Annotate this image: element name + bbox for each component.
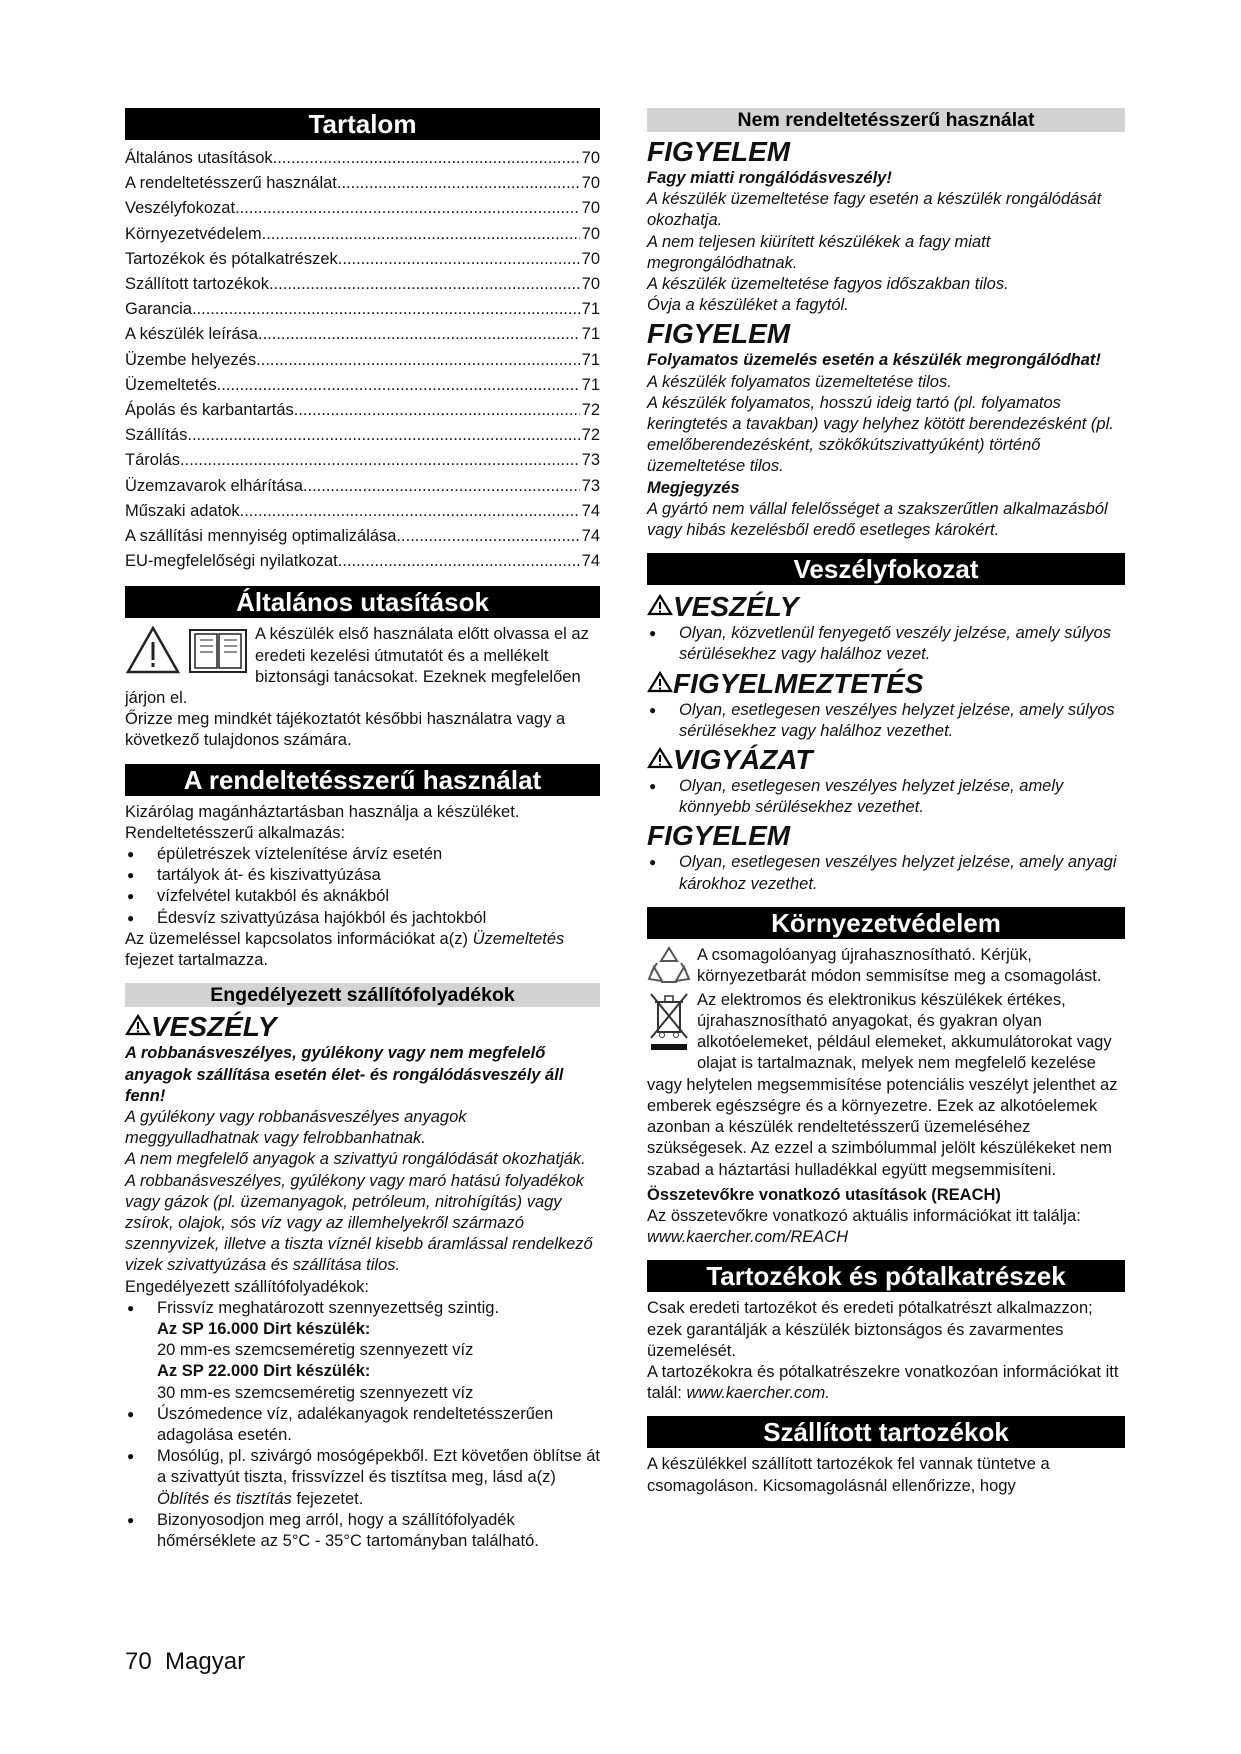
toc-leader xyxy=(273,146,580,171)
intended-heading: A rendeltetésszerű használat xyxy=(125,764,600,796)
improper-note-text: A gyártó nem vállal felelősséget a szakszerűtlen alkalmazásból vagy hibás kezelésből eredő esetleges károkért. xyxy=(647,499,1108,540)
fluids-italic-2: A nem megfelelő anyagok a szivattyú rongálódását okozhatják. xyxy=(125,1150,586,1169)
toc-entry-title: Üzembe helyezés xyxy=(125,350,257,369)
toc-entry-title: Ápolás és karbantartás xyxy=(125,401,294,420)
toc-entry-title: Üzemeltetés xyxy=(125,375,217,394)
page-number: 70 xyxy=(125,1648,152,1675)
left-column xyxy=(125,108,600,1552)
toc-leader xyxy=(240,499,580,524)
toc-leader xyxy=(338,549,580,574)
warning-triangle-icon xyxy=(647,594,673,616)
intended-bullet-3: ● vízfelvétel kutakból és aknákból xyxy=(125,886,600,907)
improper-w1-line2: A nem teljesen kiürített készülékek a fagy miatt megrongálódhatnak. xyxy=(647,232,991,272)
toc-entry[interactable] xyxy=(125,348,600,373)
toc-heading: Tartalom xyxy=(125,108,600,140)
toc-entry[interactable] xyxy=(125,423,600,448)
toc-entry-title: A szállítási mennyiség optimalizálása xyxy=(125,527,397,546)
toc-entry-page: 70 xyxy=(581,149,600,167)
toc-entry-page: 74 xyxy=(581,552,600,571)
intended-text-2: Rendeltetésszerű alkalmazás: xyxy=(125,823,346,842)
toc-entry[interactable] xyxy=(125,499,600,524)
fluids-bold-warning: A robbanásveszélyes, gyúlékony vagy nem megfelelő anyagok szállítása esetén élet- és rongálódásveszély áll fenn! xyxy=(125,1044,564,1105)
toc-entry[interactable] xyxy=(125,297,600,322)
hazard-list-2 xyxy=(647,700,1125,742)
kaercher-link[interactable]: www.kaercher.com. xyxy=(686,1384,830,1403)
hazard-list-4 xyxy=(647,852,1125,894)
toc-entry[interactable] xyxy=(125,272,600,297)
improper-notice-2-label: FIGYELEM xyxy=(647,318,791,350)
toc-entry[interactable] xyxy=(125,448,600,473)
toc-leader xyxy=(338,247,580,272)
toc-entry-page: 70 xyxy=(581,199,600,218)
fluids-heading: Engedélyezett szállítófolyadékok xyxy=(125,983,600,1007)
toc-leader xyxy=(217,373,580,398)
toc-leader xyxy=(192,297,580,322)
toc-entry[interactable] xyxy=(125,222,600,247)
improper-w2-line1: A készülék folyamatos üzemeltetése tilos. xyxy=(647,372,952,391)
hazard-list-3 xyxy=(647,776,1125,818)
fluids-italic-3: A robbanásveszélyes, gyúlékony vagy maró hatású folyadékok vagy gázok (pl. üzemanyagok, petróleum, nitrohígítás) vagy zsírok, olajok, sós víz vagy az illemhelyekről származó szennyvizek, illetve a tiszta víznél kisebb áramlással rendelkező vizek szivattyúzása és szállítása tilos. xyxy=(125,1171,593,1275)
toc-entry-page: 71 xyxy=(581,325,600,344)
intended-text-3: Az üzemeléssel kapcsolatos információkat a(z) Üzemeltetés fejezet tartalmazza. xyxy=(125,929,565,970)
toc-entry[interactable] xyxy=(125,524,600,549)
env-reach-text: Az összetevőkre vonatkozó aktuális információkat itt találja: www.kaercher.com/REACH xyxy=(647,1206,1081,1247)
hazard-text-2: ● Olyan, esetlegesen veszélyes helyzet jelzése, amely súlyos sérülésekhez vagy halálhoz vezethet. xyxy=(647,700,1125,742)
parts-heading: Tartozékok és pótalkatrészek xyxy=(647,1260,1125,1292)
env-weee-block xyxy=(647,990,1125,1181)
toc-entry[interactable] xyxy=(125,171,600,196)
intended-bullet-2: ● tartályok át- és kiszivattyúzása xyxy=(125,865,600,886)
toc-entry-title: Üzemzavarok elhárítása xyxy=(125,476,303,495)
warning-triangle-icon xyxy=(125,1014,151,1036)
toc-entry-page: 70 xyxy=(581,249,600,268)
toc-entry-page: 70 xyxy=(581,224,600,243)
fluids-bullet-4: ● Bizonyosodjon meg arról, hogy a szállítófolyadék hőmérséklete az 5°C - 35°C tartományban található. xyxy=(125,1510,600,1552)
env-text-1: A csomagolóanyag újrahasznosítható. Kérjük, környezetbarát módon semmisítse meg a csomagolást. xyxy=(697,945,1102,986)
reach-link[interactable]: www.kaercher.com/REACH xyxy=(647,1228,849,1247)
toc-entry-title: Környezetvédelem xyxy=(125,224,262,243)
toc-leader xyxy=(262,222,580,247)
toc-entry-title: Szállítás xyxy=(125,426,188,445)
toc-entry[interactable] xyxy=(125,549,600,574)
improper-w1-line3: A készülék üzemeltetése fagyos időszakban tilos. xyxy=(647,275,1009,294)
toc-leader xyxy=(256,348,579,373)
toc-entry[interactable] xyxy=(125,322,600,347)
toc-entry[interactable] xyxy=(125,373,600,398)
hazard-text-1: ● Olyan, közvetlenül fenyegető veszély jelzése, amely súlyos sérülésekhez vagy halálhoz vezet. xyxy=(647,623,1125,665)
fluids-bullet-1: ● Frissvíz meghatározott szennyezettség szintig. Az SP 16.000 Dirt készülék: 20 mm-es szemcseméretig szennyezett víz Az SP 22.000 Dirt készülék: 30 mm-es szemcseméretig szennyezett víz xyxy=(125,1298,600,1404)
toc-leader xyxy=(180,448,580,473)
toc-entry-title: Műszaki adatok xyxy=(125,501,240,520)
toc-leader xyxy=(187,423,579,448)
general-section xyxy=(125,624,600,751)
intended-bullet-4: ● Édesvíz szivattyúzása hajókból és jachtokból xyxy=(125,908,600,929)
toc-leader xyxy=(258,322,580,347)
fluids-list-intro: Engedélyezett szállítófolyadékok: xyxy=(125,1277,369,1296)
toc-entry-page: 71 xyxy=(581,300,600,319)
env-recycle-block xyxy=(647,945,1125,987)
toc-entry-title: Szállított tartozékok xyxy=(125,275,269,294)
fluids-bullet-2: ● Úszómedence víz, adalékanyagok rendeltetésszerűen adagolása esetén. xyxy=(125,1404,600,1446)
hazard-list-1 xyxy=(647,623,1125,665)
intended-text-1: Kizárólag magánháztartásban használja a készüléket. xyxy=(125,802,520,821)
toc-entry[interactable] xyxy=(125,474,600,499)
toc-entry-page: 74 xyxy=(581,527,600,546)
general-text-2: Őrizze meg mindkét tájékoztatót későbbi használatra vagy a következő tulajdonos számára. xyxy=(125,710,566,750)
toc-entry[interactable] xyxy=(125,196,600,221)
improper-notice-1-label: FIGYELEM xyxy=(647,136,791,167)
fluids-bullet-3: ● Mosólúg, pl. szivárgó mosógépekből. Ezt követően öblítse át a szivattyút tiszta, frissvízzel és tisztítsa meg, lásd a(z) Öblítés és tisztítás fejezetet. xyxy=(125,1446,600,1510)
toc-entry[interactable] xyxy=(125,398,600,423)
general-text-1: A készülék első használata előtt olvassa el az eredeti kezelési útmutatót és a mellékelt biztonsági tanácsokat. Ezeknek megfelelően járjon el. xyxy=(125,625,589,708)
hazard-caution-label: VIGYÁZAT xyxy=(647,744,1125,776)
warning-triangle-icon xyxy=(125,624,181,681)
toc-entry-title: A készülék leírása xyxy=(125,325,258,344)
parts-text-2: A tartozékokra és pótalkatrészekre vonatkozóan információkat itt talál: www.kaercher.com. xyxy=(647,1362,1119,1403)
toc-leader xyxy=(396,524,579,549)
delivered-heading: Szállított tartozékok xyxy=(647,1416,1125,1448)
page-language: Magyar xyxy=(165,1648,246,1675)
toc-leader xyxy=(337,171,580,196)
intended-bullet-1: ● épületrészek víztelenítése árvíz esetén xyxy=(125,844,600,865)
toc-entry[interactable] xyxy=(125,146,600,171)
toc-entry-page: 72 xyxy=(581,426,600,445)
intended-list xyxy=(125,844,600,929)
right-column xyxy=(647,108,1125,1497)
hazard-warning-label: FIGYELMEZTETÉS xyxy=(647,668,1125,700)
env-heading: Környezetvédelem xyxy=(647,907,1125,939)
hazard-danger-label: VESZÉLY xyxy=(647,591,1125,623)
manual-book-icon xyxy=(187,624,249,681)
hazard-text-3: ● Olyan, esetlegesen veszélyes helyzet jelzése, amely könnyebb sérülésekhez vezethet. xyxy=(647,776,1125,818)
toc-leader xyxy=(303,474,580,499)
env-reach-heading: Összetevőkre vonatkozó utasítások (REACH) xyxy=(647,1185,1001,1204)
env-text-2: Az elektromos és elektronikus készülékek értékes, újrahasznosítható anyagokat, és gyakran olyan alkotóelemeket, például elemeket, akkumulátorokat vagy olajat is tartalmaznak, melyek nem megfelelő kezelése vagy helytelen megsemmisítése potenciális veszélyt jelenthet az emberek egészségre és a környezetre. Ezek az alkotóelemek azonban a készülék rendeltetésszerű üzemeléséhez szükségesek. Az ezzel a szimbólummal jelölt készülékeket nem szabad a háztartási hulladékkal együtt megsemmisíteni. xyxy=(647,990,1118,1179)
toc-entry-page: 71 xyxy=(581,375,600,394)
page-footer xyxy=(125,1648,245,1676)
toc-entry-page: 74 xyxy=(581,501,600,520)
toc-leader xyxy=(269,272,580,297)
toc-entry-page: 73 xyxy=(581,451,600,470)
improper-w2-bold: Folyamatos üzemelés esetén a készülék megrongálódhat! xyxy=(647,351,1101,370)
toc-leader xyxy=(235,196,580,221)
improper-w1-line1: A készülék üzemeltetése fagy esetén a készülék rongálódását okozhatja. xyxy=(647,190,1102,230)
toc-entry[interactable] xyxy=(125,247,600,272)
improper-w1-bold: Fagy miatti rongálódásveszély! xyxy=(647,169,892,187)
fluids-italic-1: A gyúlékony vagy robbanásveszélyes anyagok meggyulladhatnak vagy felrobbanhatnak. xyxy=(125,1107,467,1148)
improper-heading: Nem rendeltetésszerű használat xyxy=(647,108,1125,132)
hazard-text-4: ● Olyan, esetlegesen veszélyes helyzet jelzése, amely anyagi károkhoz vezethet. xyxy=(647,852,1125,894)
fluids-danger-label: VESZÉLY xyxy=(125,1011,600,1043)
toc-leader xyxy=(294,398,580,423)
toc-entry-title: EU-megfelelőségi nyilatkozat xyxy=(125,552,338,571)
warning-triangle-icon xyxy=(647,671,673,693)
toc-entry-title: Tartozékok és pótalkatrészek xyxy=(125,249,338,268)
delivered-text: A készülékkel szállított tartozékok fel vannak tüntetve a csomagoláson. Kicsomagolásnál ellenőrizze, hogy xyxy=(647,1455,1050,1495)
hazard-heading: Veszélyfokozat xyxy=(647,553,1125,585)
toc-entry-title: Általános utasítások xyxy=(125,149,273,167)
warning-triangle-icon xyxy=(647,747,673,769)
toc-entry-title: Tárolás xyxy=(125,451,181,470)
parts-text-1: Csak eredeti tartozékot és eredeti pótalkatrészt alkalmazzon; ezek garantálják a készülék biztonságos és zavarmentes üzemelését. xyxy=(647,1299,1093,1360)
toc-entry-title: A rendeltetésszerű használat xyxy=(125,174,337,193)
improper-note-heading: Megjegyzés xyxy=(647,478,740,497)
toc-entry-page: 70 xyxy=(581,174,600,193)
toc-entry-title: Veszélyfokozat xyxy=(125,199,236,218)
hazard-notice-label: FIGYELEM xyxy=(647,820,791,852)
improper-w2-line2: A készülék folyamatos, hosszú ideig tartó (pl. folyamatos keringtetés a tavakban) vagy helyhez kötött berendezésként (pl. emelőberendezésként, szökőkútszivattyúként) történő üzemeltetése tilos. xyxy=(647,393,1114,476)
fluids-list xyxy=(125,1298,600,1552)
general-heading: Általános utasítások xyxy=(125,586,600,618)
crossed-bin-icon xyxy=(647,990,691,1059)
recycle-icon xyxy=(647,945,691,990)
toc-list xyxy=(125,146,600,574)
toc-entry-title: Garancia xyxy=(125,300,192,319)
toc-entry-page: 71 xyxy=(581,350,600,369)
improper-w1-line4: Óvja a készüléket a fagytól. xyxy=(647,296,849,315)
toc-entry-page: 70 xyxy=(581,275,600,294)
toc-entry-page: 72 xyxy=(581,401,600,420)
toc-entry-page: 73 xyxy=(581,476,600,495)
